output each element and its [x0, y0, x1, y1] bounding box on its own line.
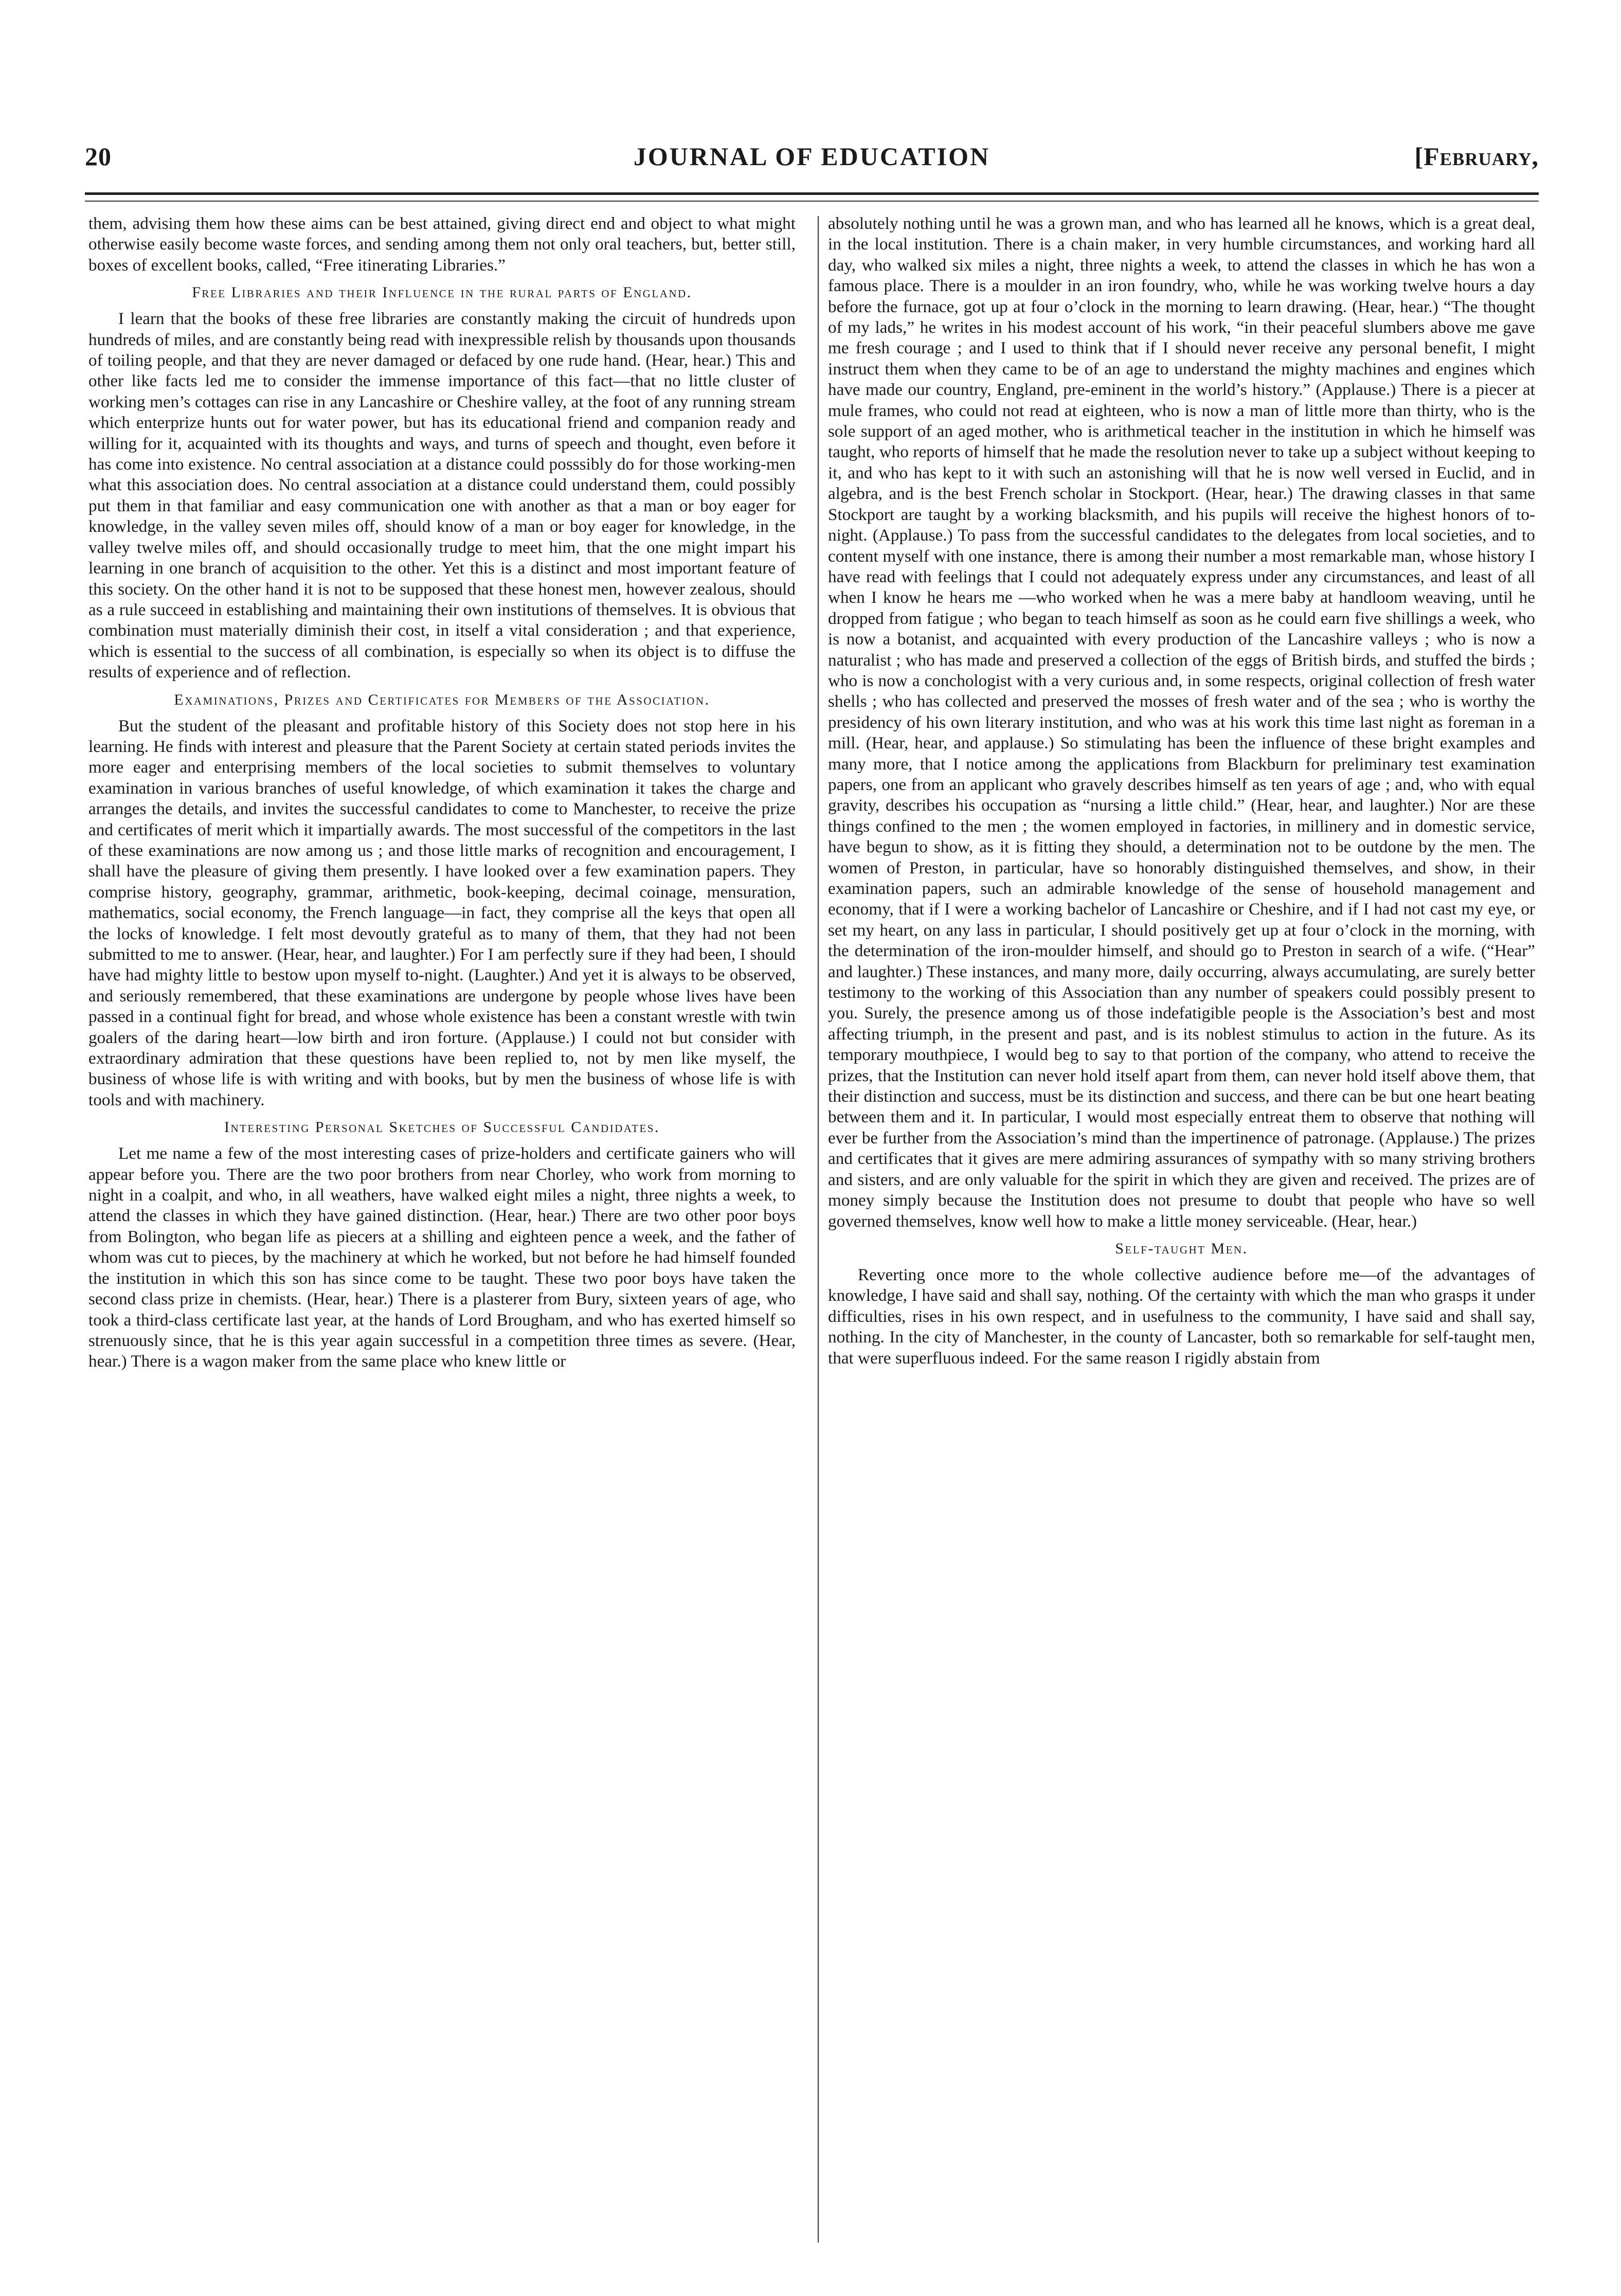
- left-column: [88, 213, 796, 2250]
- section-heading: Interesting Personal Sketches of Successful Candidates.: [224, 1119, 660, 1136]
- paragraph: them, advising them how these aims can be best attained, giving direct end and object to what might otherwise easily become waste forces, and sending among them not only oral teachers, but, better still, boxes of excellent books, called, “Free itinerating Libraries.”: [88, 214, 796, 275]
- header-rule-thick: [85, 192, 1539, 195]
- paragraph: absolutely nothing until he was a grown man, and who has learned all he knows, which is a great deal, in the local institution. There is a chain maker, in very humble circumstances, and working hard all day, who walked six miles a night, three nights a week, to attend the classes in which he has won a famous place. There is a moulder in an iron foundry, who, while he was working twelve hours a day before the furnace, got up at four o’clock in the morning to learn drawing. (Hear, hear.) “The thought of my lads,” he writes in his modest account of his work, “in their peaceful slumbers above me gave me fresh courage ; and I used to think that if I should never receive any personal benefit, I might instruct them when they came to be of an age to understand the mighty machines and engines which have made our country, England, pre-eminent in the world’s history.” (Applause.) There is a piecer at mule frames, who could not read at eighteen, who is now a man of little more than thirty, who is the sole support of an aged mother, who is arithmetical teacher in the institution in which he himself was taught, who reports of himself that he made the resolution never to take up a subject without keeping to it, and who has kept to it with such an astonishing will that he is now well versed in Euclid, and in algebra, and is the best French scholar in Stockport. (Hear, hear.) The drawing classes in that same Stockport are taught by a working blacksmith, and his pupils will receive the highest honors of to-night. (Applause.) To pass from the successful candidates to the delegates from local societies, and to content myself with one instance, there is among their number a most remarkable man, whose history I have read with feelings that I could not adequately express under any circumstances, and least of all when I know he hears me —who worked when he was a mere baby at handloom weaving, until he dropped from fatigue ; who began to teach himself as soon as he could earn five shillings a week, who is now a botanist, and acquainted with every production of the Lancashire valleys ; who is now a naturalist ; who has made and preserved a collection of the eggs of British birds, and stuffed the birds ; who is now a conchologist with a very curious and, in some respects, original collection of fresh water shells ; who has collected and preserved the mosses of fresh water and of the sea ; who is worthy the presidency of his own literary institution, and who was at his work this time last night as foreman in a mill. (Hear, hear, and applause.) So stimulating has been the influence of these bright examples and many more, that I notice among the applications from Blackburn for preliminary test examination papers, one from an applicant who gravely describes himself as ten years of age ; and, who with equal gravity, describes his occupation as “nursing a little child.” (Hear, hear, and laughter.) Nor are these things confined to the men ; the women employed in factories, in millinery and in domestic service, have begun to show, as it is fitting they should, a determination not to be outdone by the men. The women of Preston, in particular, have so honorably distinguished themselves, and show, in their examination papers, such an admirable knowledge of the sense of household management and economy, that if I were a working bachelor of Lancashire or Cheshire, and if I had not cast my eye, or set my heart, on any lass in particular, I should positively get up at four o’clock in the morning, with the determination of the iron-moulder himself, and should go to Preston in search of a wife. (“Hear” and laughter.) These instances, and many more, daily occurring, always accumulating, are surely better testimony to the working of this Association than any number of speakers could possibly present to you. Surely, the presence among us of those indefatigible people is the Association’s best and most affecting triumph, in the present and past, and is its noblest stimulus to action in the future. As its temporary mouthpiece, I would beg to say to that portion of the company, who attend to receive the prizes, that the Institution can never hold itself apart from them, can never hold itself above them, that their distinction and success, must be its distinction and success, and there can be but one heart beating between them and it. In particular, I would most especially entreat them to observe that nothing will ever be further from the Association’s mind than the impertinence of patronage. (Applause.) The prizes and certificates that it gives are mere admiring assurances of sympathy with so many striving brothers and sisters, and are only valuable for the spirit in which they are given and received. The prizes are of money simply because the Institution does not presume to doubt that people who have so well governed themselves, know well how to make a little money serviceable. (Hear, hear.): [828, 214, 1535, 1231]
- section-heading: Examinations, Prizes and Certificates for Members of the Association.: [174, 691, 710, 708]
- issue-month: [February,: [1414, 142, 1539, 171]
- column-divider: [818, 216, 819, 2243]
- section-heading: Free Libraries and their Influence in the rural parts of England.: [192, 284, 692, 301]
- journal-title: JOURNAL OF EDUCATION: [633, 142, 990, 171]
- running-head: [85, 141, 1539, 183]
- paragraph: I learn that the books of these free libraries are constantly making the circuit of hundreds upon hundreds of miles, and are constantly being read with inexpressible relish by thousands upon thousands of toiling people, and that they are never damaged or defaced by one rude hand. (Hear, hear.) This and other like facts led me to consider the immense importance of this fact—that no little cluster of working men’s cottages can rise in any Lancashire or Cheshire valley, at the foot of any running stream which enterprize hunts out for water power, but has its educational friend and companion ready and willing for it, acquainted with its thoughts and ways, and turns of speech and thought, even before it has come into existence. No central association at a distance could posssibly do for those working-men what this association does. No central association at a distance could understand them, could possibly put them in that familiar and easy communication one with another as that a man or boy eager for knowledge, in the valley seven miles off, should know of a man or boy eager for knowledge, in the valley twelve miles off, and should occasionally trudge to meet him, that the one might impart his learning in one branch of acquisition to the other. Yet this is a distinct and most important feature of this society. On the other hand it is not to be supposed that these honest men, however zealous, should as a rule succeed in establishing and maintaining their own institutions of themselves. It is obvious that combination must materially diminish their cost, in itself a vital consideration ; and that experience, which is essential to the success of all combination, is especially so when its object is to diffuse the results of experience and of reflection.: [88, 309, 796, 682]
- paragraph: But the student of the pleasant and profitable history of this Society does not stop here in his learning. He finds with interest and pleasure that the Parent Society at certain stated periods invites the more eager and enterprising members of the local societies to submit themselves to voluntary examination in various branches of useful knowledge, of which examination it takes the charge and arranges the details, and invites the successful candidates to come to Manchester, to receive the prize and certificates of merit which it impartially awards. The most successful of the competitors in the last of these examinations are now among us ; and those little marks of recognition and encouragement, I shall have the pleasure of giving them presently. I have looked over a few examination papers. They comprise history, geography, grammar, arithmetic, book-keeping, decimal coinage, mensuration, mathematics, social economy, the French language—in fact, they comprise all the keys that open all the locks of knowledge. I felt most devoutly grateful as to many of them, that they had not been submitted to me to answer. (Hear, hear, and laughter.) For I am perfectly sure if they had been, I should have had mighty little to bestow upon myself to-night. (Laughter.) And yet it is always to be observed, and seriously remembered, that these examinations are undergone by people whose lives have been passed in a continual fight for bread, and whose whole existence has been a constant wrestle with twin goalers of the daring heart—low birth and iron forture. (Applause.) I could not but consider with extraordinary admiration that these questions have been replied to, not by men like myself, the business of whose life is with writing and with books, but by men the business of whose life is with tools and with machinery.: [88, 716, 796, 1109]
- right-column: [828, 213, 1535, 2250]
- header-rule-thin: [85, 201, 1539, 202]
- paragraph: Let me name a few of the most interesting cases of prize-holders and certificate gainers who will appear before you. There are the two poor brothers from near Chorley, who work from morning to night in a coalpit, and who, in all weathers, have walked eight miles a night, three nights a week, to attend the classes in which they have gained distinction. (Hear, hear.) There are two other poor boys from Bolington, who began life as piecers at a shilling and eighteen pence a week, and the father of whom was cut to pieces, by the machinery at which he worked, but not before he had himself founded the institution in which this son has since come to be taught. These two poor boys have taken the second class prize in chemists. (Hear, hear.) There is a plasterer from Bury, sixteen years of age, who took a third-class certificate last year, at the hands of Lord Brougham, and who has exerted himself so strenuously since, that he is this year again successful in a competition three times as severe. (Hear, hear.) There is a wagon maker from the same place who knew little or: [88, 1144, 796, 1371]
- page-number: 20: [85, 142, 112, 171]
- paragraph: Reverting once more to the whole collective audience before me—of the advantages of knowledge, I have said and shall say, nothing. Of the certainty with which the man who grasps it under difficulties, rises in his own respect, and in usefulness to the community, I have said and shall say, nothing. In the city of Manchester, in the county of Lancaster, both so remarkable for self-taught men, that were superfluous indeed. For the same reason I rigidly abstain from: [828, 1265, 1535, 1368]
- section-heading: Self-taught Men.: [1115, 1240, 1248, 1257]
